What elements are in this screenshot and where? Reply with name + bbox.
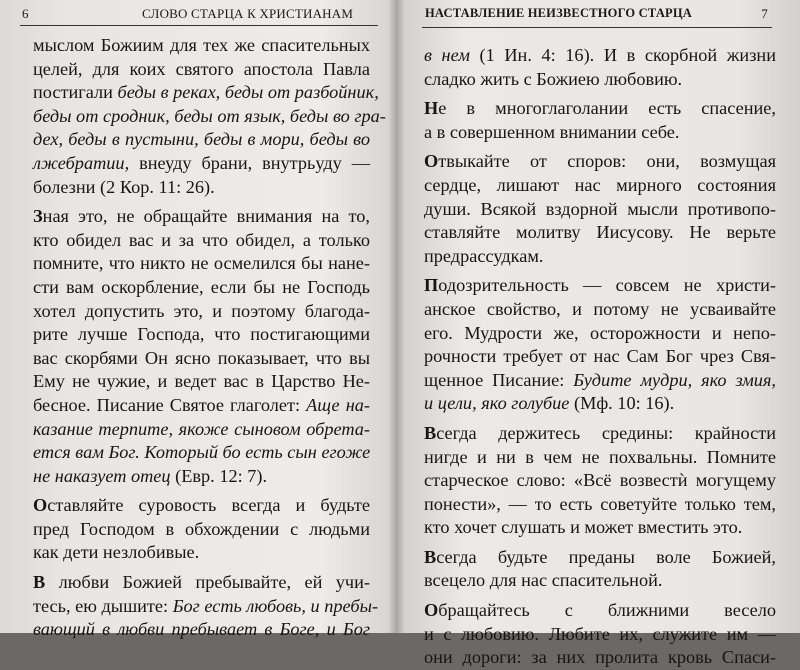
text-line: в нем (1 Ин. 4: 16). И в скорбной жизни <box>424 45 776 65</box>
paragraph-start: Всегда держитесь средины: крайности <box>424 422 776 443</box>
text-line: щенное Писание: Будите мудри, яко змия, <box>424 369 776 390</box>
text-line: дех, беды в пустыни, беды в мори, беды во <box>33 129 370 150</box>
paragraph-start: Зная это, не обращайте внимания на то, <box>33 206 370 227</box>
text-line: бесное. Писание Святое глаголет: Аще на- <box>33 394 370 415</box>
text-line: болезни (2 Кор. 11: 26). <box>33 176 215 197</box>
text-line: ется вам Бог. Который бо есть сын егоже <box>33 442 371 463</box>
text-line: его. Мудрости же, осторожности и непо- <box>424 322 776 343</box>
text-line: кто хочет слушать и может вместить это. <box>424 517 743 538</box>
body-text <box>424 44 776 670</box>
body-text <box>33 34 386 642</box>
paragraph-start: Всегда будьте преданы воле Божией, <box>424 546 776 567</box>
text-line: помните, что никто не осмелился бы нане- <box>33 253 370 274</box>
paragraph-start: Отвыкайте от споров: они, возмущая <box>424 151 776 172</box>
text-line: ставляйте молитву Иисусову. Не верьте <box>424 222 776 243</box>
text-line: постигали беды в реках, беды от разбойник, <box>33 82 379 103</box>
text-line: старческое слово: «Всё возвестѝ могущему <box>424 470 776 491</box>
text-line: вас скорбями Он ясно показывает, что вы <box>33 347 370 368</box>
running-title: НАСТАВЛЕНИЕ НЕИЗВЕСТНОГО СТАРЦА <box>425 6 693 20</box>
text-line: понести», — то есть советуйте только тем, <box>424 493 776 514</box>
text-line: нигде и ни в чем не похвальны. Помните <box>424 446 776 467</box>
text-line: беды от сродник, беды от язык, беды во гра- <box>33 105 386 126</box>
left-page <box>0 0 398 640</box>
text-line: мыслом Божиим для тех же спасительных <box>33 35 370 55</box>
text-line: и цели, яко голубие (Мф. 10: 16). <box>424 393 675 414</box>
text-line: всецело для нас спасительной. <box>424 570 663 591</box>
text-line: кто обидел вас и за что обидел, а только <box>33 229 370 250</box>
paragraph-start: Обращайтесь с ближними весело <box>424 600 776 621</box>
text-line: анское свойство, и потому не усваивайте <box>424 298 776 319</box>
text-line: рочности требует от нас Сам Бог чрез Свя- <box>424 346 776 367</box>
text-line: лжебратии, внеуду брани, внутрьуду — <box>33 152 370 173</box>
text-line: целей, для коих святого апостола Павла <box>33 58 370 79</box>
text-line: предрассудкам. <box>424 245 544 266</box>
text-line: не наказует отец (Евр. 12: 7). <box>33 465 268 486</box>
text-line: а в совершенном внимании себе. <box>424 121 680 142</box>
header-rule <box>422 27 772 28</box>
text-line: вающий в любви пребывает в Боге, и Бог <box>33 619 370 640</box>
paragraph-start: Оставляйте суровость всегда и будьте <box>33 495 370 516</box>
paragraph-start: В любви Божией пребывайте, ей учи- <box>33 572 370 593</box>
text-line: сти вам оскорбление, если бы не Господь <box>33 276 370 297</box>
running-title: СЛОВО СТАРЦА К ХРИСТИАНАМ <box>142 6 354 21</box>
paragraph-start: Подозрительность — совсем не христи- <box>424 275 776 296</box>
text-line: сладко жить с Божиею любовию. <box>424 68 683 89</box>
text-line: пред Господом в обхождении с людьми <box>33 518 370 539</box>
text-line: сердце, лишают нас мирного состояния <box>424 174 776 195</box>
text-line: Ему не чужие, и ведет вас в Царство Не- <box>33 371 370 392</box>
text-line: и с любовию. Любите их, служите им — <box>424 623 776 644</box>
paragraph-start: Не в многоглаголании есть спасение, <box>424 98 776 119</box>
text-line: как дети незлобивые. <box>33 542 200 563</box>
text-line: казание терпите, якоже сыновом обрета- <box>33 418 370 439</box>
text-line: тесь, ею дышите: Бог есть любовь, и пребы- <box>33 595 379 616</box>
text-line: они дороги: за них пролита кровь Спаси- <box>424 647 776 668</box>
header-rule <box>20 25 378 26</box>
page-number: 6 <box>22 6 29 21</box>
right-page <box>402 0 800 668</box>
text-line: хотел допустить это, и поэтому благода- <box>33 300 370 321</box>
text-line: души. Всякой вздорной мысли противопо- <box>424 198 776 219</box>
page-number: 7 <box>761 6 768 21</box>
text-line: рите лучше Господа, что постигающими <box>33 324 370 345</box>
